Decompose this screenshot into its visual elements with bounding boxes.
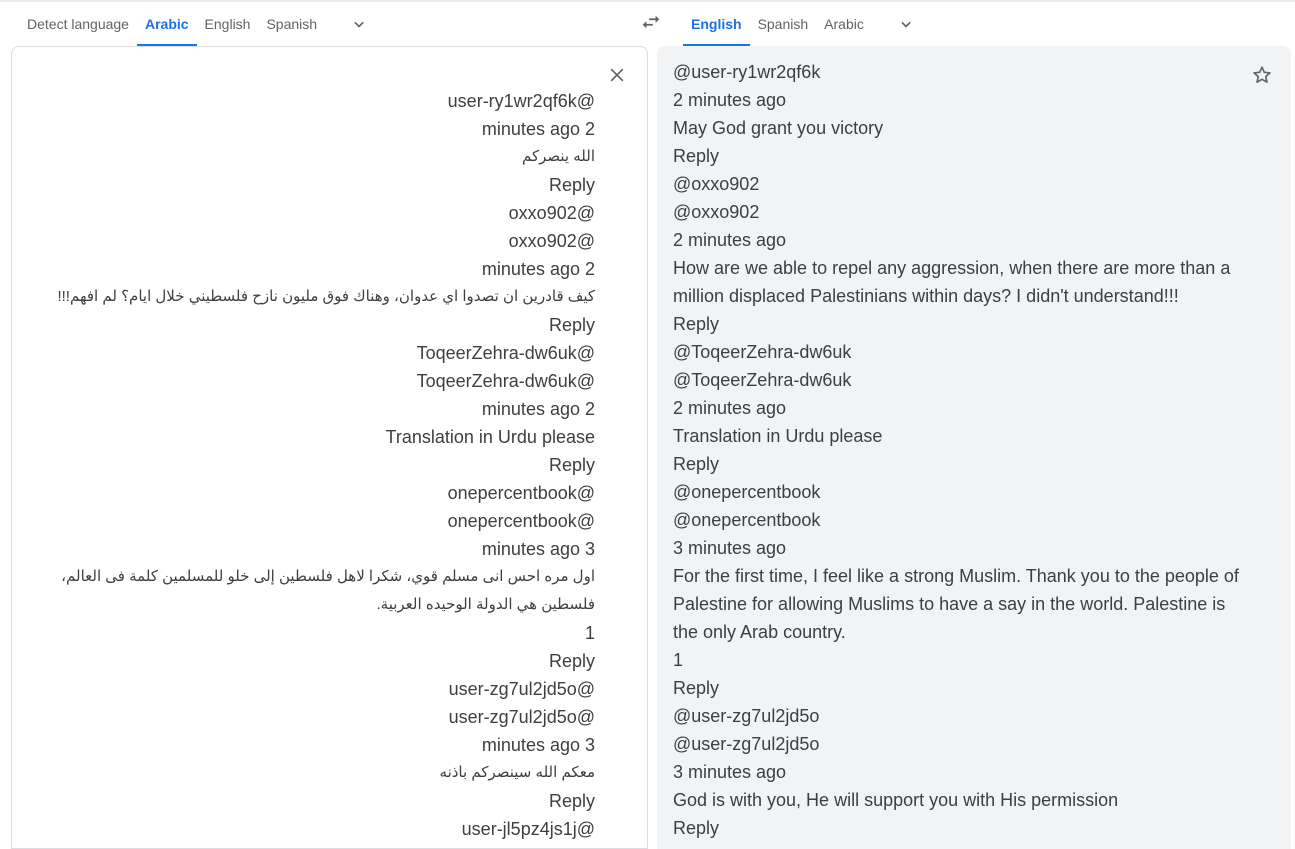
target-tab-english[interactable]: English [683,2,750,46]
translation-line: For the first time, I feel like a strong Muslim. Thank you to the people of Palestine for allowing Muslims to have a say in the world. Palestine is the only Arab country. [673,566,1239,642]
translation-line: Reply [673,314,720,334]
translation-line: @onepercentbook [673,482,821,502]
translation-line: @user-zg7ul2jd5o [673,734,820,754]
translation-line: Reply [673,678,720,698]
target-tab-arabic[interactable]: Arabic [824,16,864,32]
chevron-down-icon [896,14,916,34]
source-tab-arabic[interactable]: Arabic [137,2,197,46]
source-line: Reply [548,791,595,811]
translation-line: 2 minutes ago [673,398,787,418]
source-line: Translation in Urdu please [385,427,595,447]
translation-line: @oxxo902 [673,174,760,194]
source-line: user-zg7ul2jd5o@ [448,707,595,727]
translation-line: 3 minutes ago [673,762,787,782]
target-language-bar [683,2,1295,46]
source-line: 1 [584,623,595,643]
source-line: minutes ago 2 [481,259,595,279]
translation-line: May God grant you victory [673,118,884,138]
swap-languages-button[interactable] [632,6,670,38]
translation-line: @user-zg7ul2jd5o [673,706,820,726]
source-line: minutes ago 2 [481,399,595,419]
source-tab-english[interactable]: English [204,16,251,32]
target-more-languages-button[interactable] [886,2,926,46]
source-line: ToqeerZehra-dw6uk@ [416,371,595,391]
translation-line: @ToqeerZehra-dw6uk [673,342,852,362]
translation-line: How are we able to repel any aggression, when there are more than a million displaced Palestinians within days? I didn't understand!!! [673,258,1231,306]
close-icon [607,65,627,85]
save-translation-button[interactable] [1248,61,1276,89]
source-more-languages-button[interactable] [339,2,379,46]
source-tab-detect-language[interactable]: Detect language [27,16,129,32]
source-line: user-zg7ul2jd5o@ [448,679,595,699]
source-line: onepercentbook@ [447,483,595,503]
translation-line: God is with you, He will support you with His permission [673,790,1119,810]
translation-line: Reply [673,454,720,474]
translation-line: @oxxo902 [673,202,760,222]
clear-source-button[interactable] [603,61,631,89]
translation-line: 2 minutes ago [673,230,787,250]
source-line: الله ينصركم [521,148,595,165]
target-tab-spanish[interactable]: Spanish [757,16,809,32]
source-line: oxxo902@ [508,231,595,251]
source-line: onepercentbook@ [447,511,595,531]
source-line: معكم الله سينصركم باذنه [439,764,595,781]
source-text-panel[interactable] [11,46,648,849]
source-line: user-ry1wr2qf6k@ [447,91,595,111]
source-line: Reply [548,455,595,475]
source-line: Reply [548,175,595,195]
source-line: minutes ago 2 [481,119,595,139]
translation-line: @onepercentbook [673,510,821,530]
source-line: كيف قادرين ان تصدوا اي عدوان، وهناك فوق مليون نازح فلسطيني خلال ايام؟ لم افهم!!! [57,288,595,305]
source-line: oxxo902@ [508,203,595,223]
source-language-bar [12,2,648,46]
translation-line: Translation in Urdu please [673,426,883,446]
translation-line: @user-ry1wr2qf6k [673,62,821,82]
star-outline-icon [1251,64,1273,86]
source-line: user-jl5pz4js1j@ [461,819,595,839]
translation-line: 2 minutes ago [673,90,787,110]
translation-line: @ToqeerZehra-dw6uk [673,370,852,390]
source-line: Reply [548,651,595,671]
source-line: Reply [548,315,595,335]
translation-panel [657,46,1291,849]
source-line: minutes ago 3 [481,735,595,755]
source-line: minutes ago 3 [481,539,595,559]
source-tab-spanish[interactable]: Spanish [266,16,318,32]
swap-arrows-icon [640,11,662,33]
translation-line: Reply [673,146,720,166]
translation-text [673,58,1240,842]
translation-line: Reply [673,818,720,838]
source-line: اول مره احس انى مسلم قوي، شكرا لاهل فلسطين إلى خلو للمسلمين كلمة فى العالم، فلسطين هي الدولة الوحيده العربية. [61,568,595,613]
source-line: ToqeerZehra-dw6uk@ [416,343,595,363]
source-text[interactable] [52,87,595,843]
translation-line: 1 [673,650,684,670]
translation-line: 3 minutes ago [673,538,787,558]
chevron-down-icon [349,14,369,34]
